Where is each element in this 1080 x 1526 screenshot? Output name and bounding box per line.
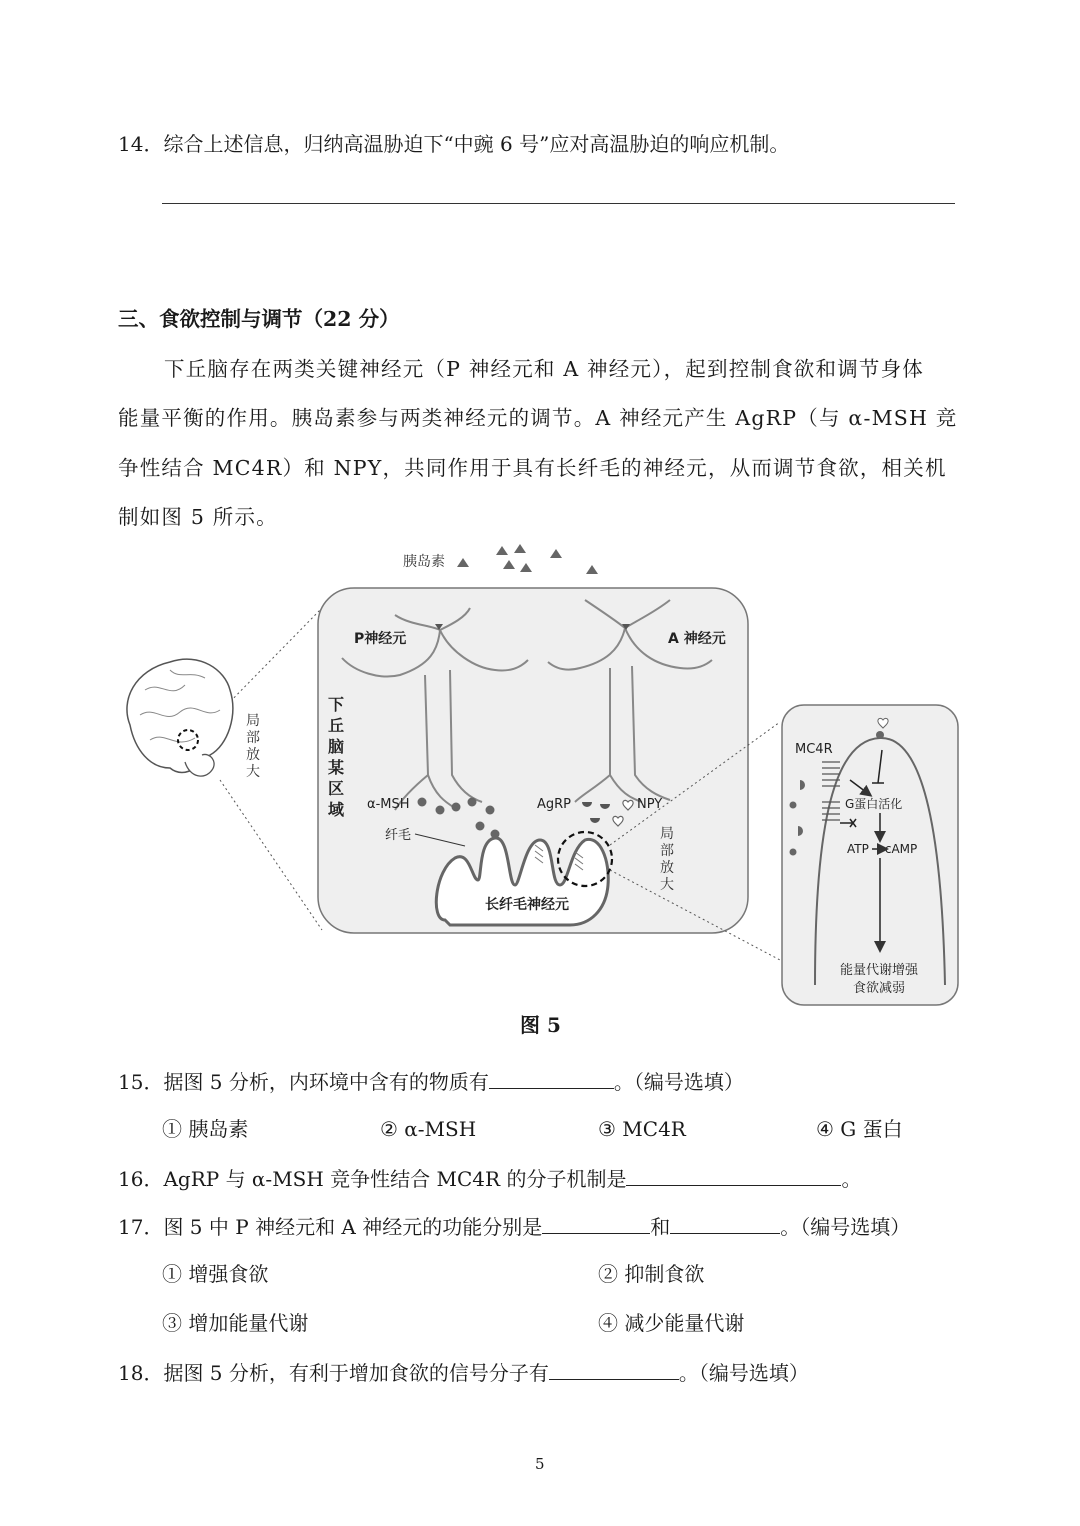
zoom-label-2-char: 放 [660,860,674,876]
intro-line-3: 争性结合 MC4R）和 NPY，共同作用于具有长纤毛的神经元，从而调节食欲，相关机 [118,456,947,480]
q17-option-2: ② 抑制食欲 [598,1262,705,1286]
question-text: AgRP 与 α-MSH 竞争性结合 MC4R 的分子机制是 [163,1167,627,1191]
npy-label: NPY [637,797,663,812]
result-label-1: 能量代谢增强 [840,963,919,978]
answer-blank[interactable] [549,1361,679,1380]
alpha-msh-label: α-MSH [367,797,410,812]
q15-option-2: ② α-MSH [380,1117,477,1141]
question-14 [118,134,789,154]
region-label-char: 丘 [328,716,345,735]
answer-blank[interactable] [626,1167,841,1186]
question-number: 14． [118,132,164,156]
zoom-label-2-char: 大 [660,877,674,893]
question-text-after: 。（编号选填） [780,1215,911,1239]
zoom-label-1-char: 放 [246,747,260,763]
page-number: 5 [535,1455,545,1473]
region-label-char: 域 [328,800,345,819]
question-text: 据图 5 分析，有利于增加食欲的信号分子有 [163,1361,549,1385]
q17-option-4: ④ 减少能量代谢 [598,1311,745,1335]
zoom-label-2-char: 部 [660,843,674,859]
question-text-after: 。（编号选填） [613,1070,744,1094]
result-label-2: 食欲减弱 [853,981,906,996]
question-18 [118,1361,809,1383]
answer-line[interactable] [162,203,955,204]
intro-line-1: 下丘脑存在两类关键神经元（P 神经元和 A 神经元），起到控制食欲和调节身体 [164,357,924,381]
question-number: 16． [118,1167,164,1191]
camp-label: cAMP [884,842,918,856]
figure-caption: 图 5 [520,1013,561,1037]
atp-label: ATP [847,842,869,856]
answer-blank-2[interactable] [670,1215,780,1234]
figure-5-diagram [110,540,970,1015]
zoom-label-1-char: 局 [246,713,260,729]
q15-option-3: ③ MC4R [598,1117,686,1141]
question-16 [118,1167,861,1189]
insulin-label: 胰岛素 [403,554,445,570]
svg-text:局部放大 [660,826,674,893]
question-text: 图 5 中 P 神经元和 A 神经元的功能分别是 [163,1215,543,1239]
intro-line-2: 能量平衡的作用。胰岛素参与两类神经元的调节。A 神经元产生 AgRP（与 α-MSH 竞 [118,406,958,430]
question-text-mid: 和 [650,1215,671,1239]
insulin-molecules [457,544,598,574]
zoom-label-1-char: 部 [246,730,260,746]
question-17 [118,1215,910,1237]
svg-text:局部放大 [246,713,260,780]
zoom-label-2-char: 局 [660,826,674,842]
region-label-char: 区 [328,779,345,798]
q15-option-1: ① 胰岛素 [162,1117,249,1141]
region-label-char: 下 [328,695,345,714]
section-heading: 三、食欲控制与调节（22 分） [118,307,400,331]
long-cilia-neuron-label: 长纤毛神经元 [485,897,569,913]
question-text: 据图 5 分析，内环境中含有的物质有 [163,1070,489,1094]
intro-line-4: 制如图 5 所示。 [118,505,278,529]
agrp-label: AgRP [537,797,572,812]
q17-option-3: ③ 增加能量代谢 [162,1311,309,1335]
q15-option-4: ④ G 蛋白 [816,1117,903,1141]
mc4r-label: MC4R [795,742,833,757]
question-number: 15． [118,1070,164,1094]
answer-blank-1[interactable] [542,1215,650,1234]
question-text-after: 。 [841,1167,862,1191]
answer-blank[interactable] [489,1070,614,1089]
region-label-char: 某 [328,758,345,777]
question-number: 17． [118,1215,164,1239]
region-label-char: 脑 [328,737,345,756]
a-neuron-label: A 神经元 [668,631,726,647]
zoom-label-1-char: 大 [246,764,260,780]
question-15 [118,1070,744,1092]
cilia-label: 纤毛 [385,828,412,843]
question-text: 综合上述信息，归纳高温胁迫下“中豌 6 号”应对高温胁迫的响应机制。 [163,132,790,156]
g-protein-label: G蛋白活化 [845,797,903,811]
question-text-after: 。（编号选填） [678,1361,809,1385]
q17-option-1: ① 增强食欲 [162,1262,269,1286]
question-number: 18． [118,1361,164,1385]
brain-icon [127,659,233,776]
p-neuron-label: P神经元 [354,631,407,647]
